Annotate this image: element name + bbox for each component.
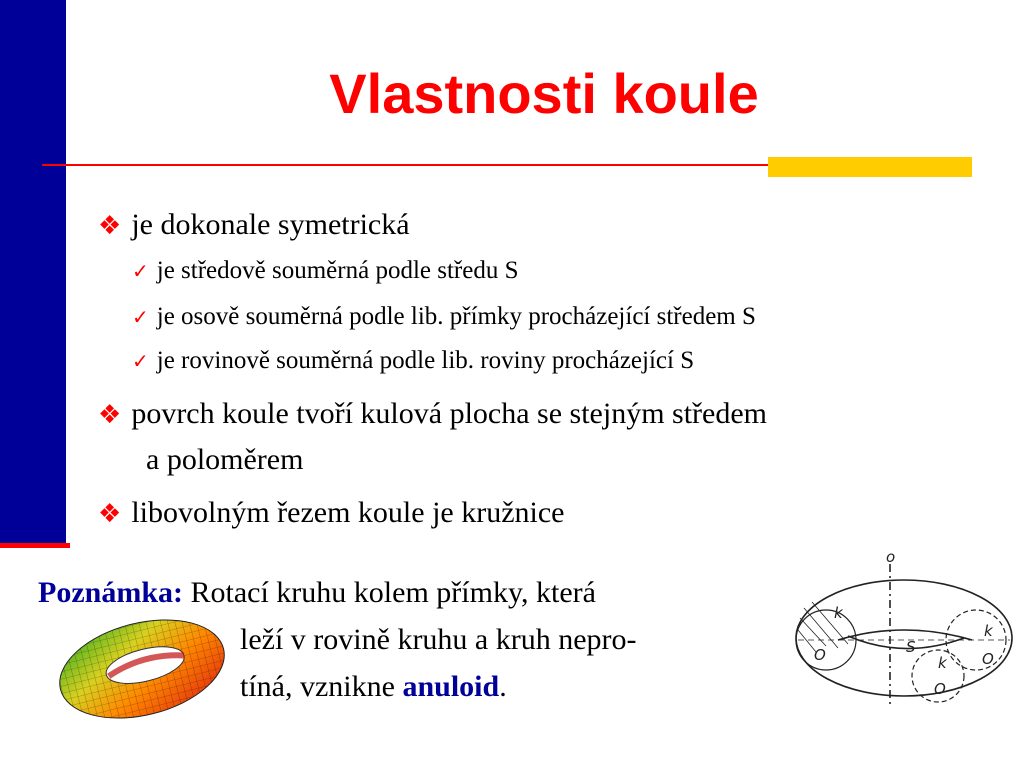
sidebar-accent-line bbox=[0, 543, 70, 548]
note-line-2: leží v rovině kruhu a kruh nepro- bbox=[240, 623, 637, 656]
label-o-bottom: O bbox=[934, 680, 946, 698]
torus-inner-top bbox=[838, 630, 972, 640]
note-term: anuloid bbox=[402, 670, 500, 703]
sub-bullet-item bbox=[132, 346, 694, 376]
slide-title: Vlastnosti koule bbox=[329, 62, 759, 125]
bullet-text: je dokonale symetrická bbox=[131, 208, 410, 241]
sub-bullet-text: je středově souměrná podle středu S bbox=[156, 257, 519, 284]
label-o-left: O bbox=[814, 646, 826, 664]
diamond-bullet-icon: ❖ bbox=[98, 499, 122, 529]
note-label: Poznámka: bbox=[38, 576, 183, 609]
label-k-left: k bbox=[834, 604, 843, 622]
torus-outline bbox=[796, 580, 1012, 696]
label-axis: o bbox=[886, 548, 896, 566]
diamond-bullet-icon: ❖ bbox=[98, 211, 122, 241]
sub-bullet-text: je rovinově souměrná podle lib. roviny procházející S bbox=[156, 347, 695, 374]
sub-bullet-item bbox=[132, 256, 518, 286]
torus-diagram bbox=[786, 548, 1022, 718]
note-text: Rotací kruhu kolem přímky, která bbox=[190, 576, 596, 609]
note-text: tíná, vznikne bbox=[240, 670, 395, 703]
check-icon: ✓ bbox=[132, 305, 149, 329]
cross-section-left bbox=[796, 610, 856, 670]
label-center: S bbox=[906, 638, 916, 656]
torus-3d-image bbox=[52, 610, 232, 728]
diamond-bullet-icon: ❖ bbox=[98, 400, 122, 430]
label-k-right: k bbox=[984, 622, 993, 640]
bullet-item bbox=[98, 207, 410, 243]
sub-bullet-text: je osově souměrná podle lib. přímky procházející středem S bbox=[156, 303, 756, 330]
label-k-bottom: k bbox=[938, 654, 947, 672]
bullet-continuation: a poloměrem bbox=[146, 443, 304, 476]
note-line-1 bbox=[38, 575, 596, 611]
sub-bullet-item bbox=[132, 302, 756, 332]
title-highlight-bar bbox=[768, 157, 972, 177]
bullet-item bbox=[98, 495, 565, 531]
bullet-item bbox=[98, 396, 767, 432]
bullet-text: libovolným řezem koule je kružnice bbox=[131, 496, 565, 529]
bullet-text: povrch koule tvoří kulová plocha se stejným středem bbox=[131, 397, 767, 430]
cross-section-right bbox=[946, 610, 1006, 670]
note-line-3 bbox=[240, 669, 507, 705]
label-o-right: O bbox=[982, 650, 994, 668]
note-punct: . bbox=[499, 670, 507, 703]
check-icon: ✓ bbox=[132, 259, 149, 283]
check-icon: ✓ bbox=[132, 349, 149, 373]
